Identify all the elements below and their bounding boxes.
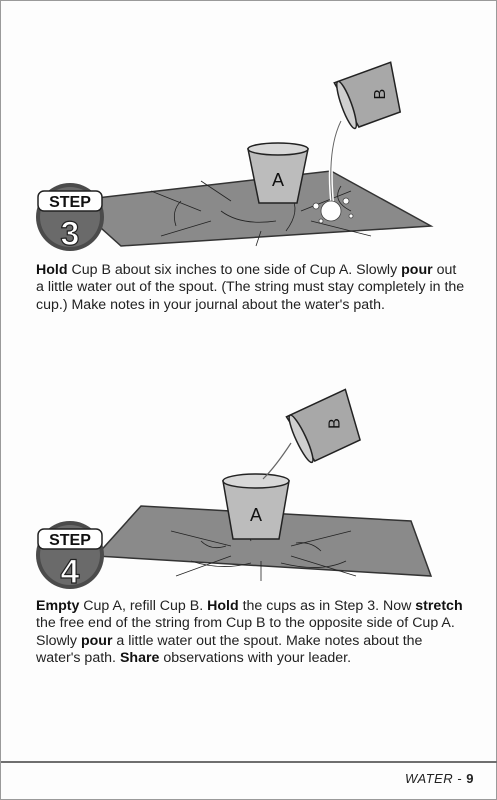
emphasized-verb: pour (401, 262, 433, 278)
step-3-word: STEP (49, 194, 91, 211)
page-footer (405, 771, 474, 786)
footer-section: WATER (404, 771, 454, 786)
emphasized-verb: Empty (36, 598, 80, 614)
cup-b-label: B (371, 88, 389, 100)
emphasized-verb: Hold (36, 262, 68, 278)
footer-rule (1, 761, 497, 763)
cup-a-label: A (271, 170, 285, 190)
cup-b-label: B (326, 418, 344, 429)
step-3-badge (34, 181, 106, 253)
emphasized-verb: Share (119, 650, 160, 667)
paragraph-text: a little water out the spout. Make notes about the water's path. (36, 632, 423, 667)
step-4-word: STEP (49, 532, 91, 549)
step-3-number: 3 (60, 215, 80, 253)
step-4-instructions (36, 598, 466, 668)
paragraph-text: the cups as in Step 3. Now (238, 598, 416, 614)
step-4-badge (34, 519, 106, 591)
paragraph-text: the free end of the string from Cup B to the opposite side of Cup A. Slowly (36, 615, 455, 649)
cup-a (248, 143, 308, 203)
paragraph-text: out a little water out of the spout. (The string must stay completely in the cup.) Make notes in your journal about the water's path. (36, 262, 465, 313)
cup-b (333, 62, 407, 130)
page-number: 9 (466, 771, 474, 786)
emphasized-verb: pour (80, 632, 113, 649)
cup-a (223, 474, 289, 539)
emphasized-verb: stretch (415, 598, 463, 614)
paragraph-text: observations with your leader. (159, 650, 352, 667)
emphasized-verb: Hold (207, 598, 239, 614)
step-3-instructions (36, 262, 466, 314)
step-4-number: 4 (60, 553, 80, 591)
cup-b (286, 389, 368, 464)
paragraph-text: Cup B about six inches to one side of Cup A. Slowly (67, 262, 402, 278)
paragraph-text: Cup A, refill Cup B. (79, 598, 208, 614)
footer-separator: - (453, 771, 467, 786)
cup-a-label: A (249, 505, 263, 525)
